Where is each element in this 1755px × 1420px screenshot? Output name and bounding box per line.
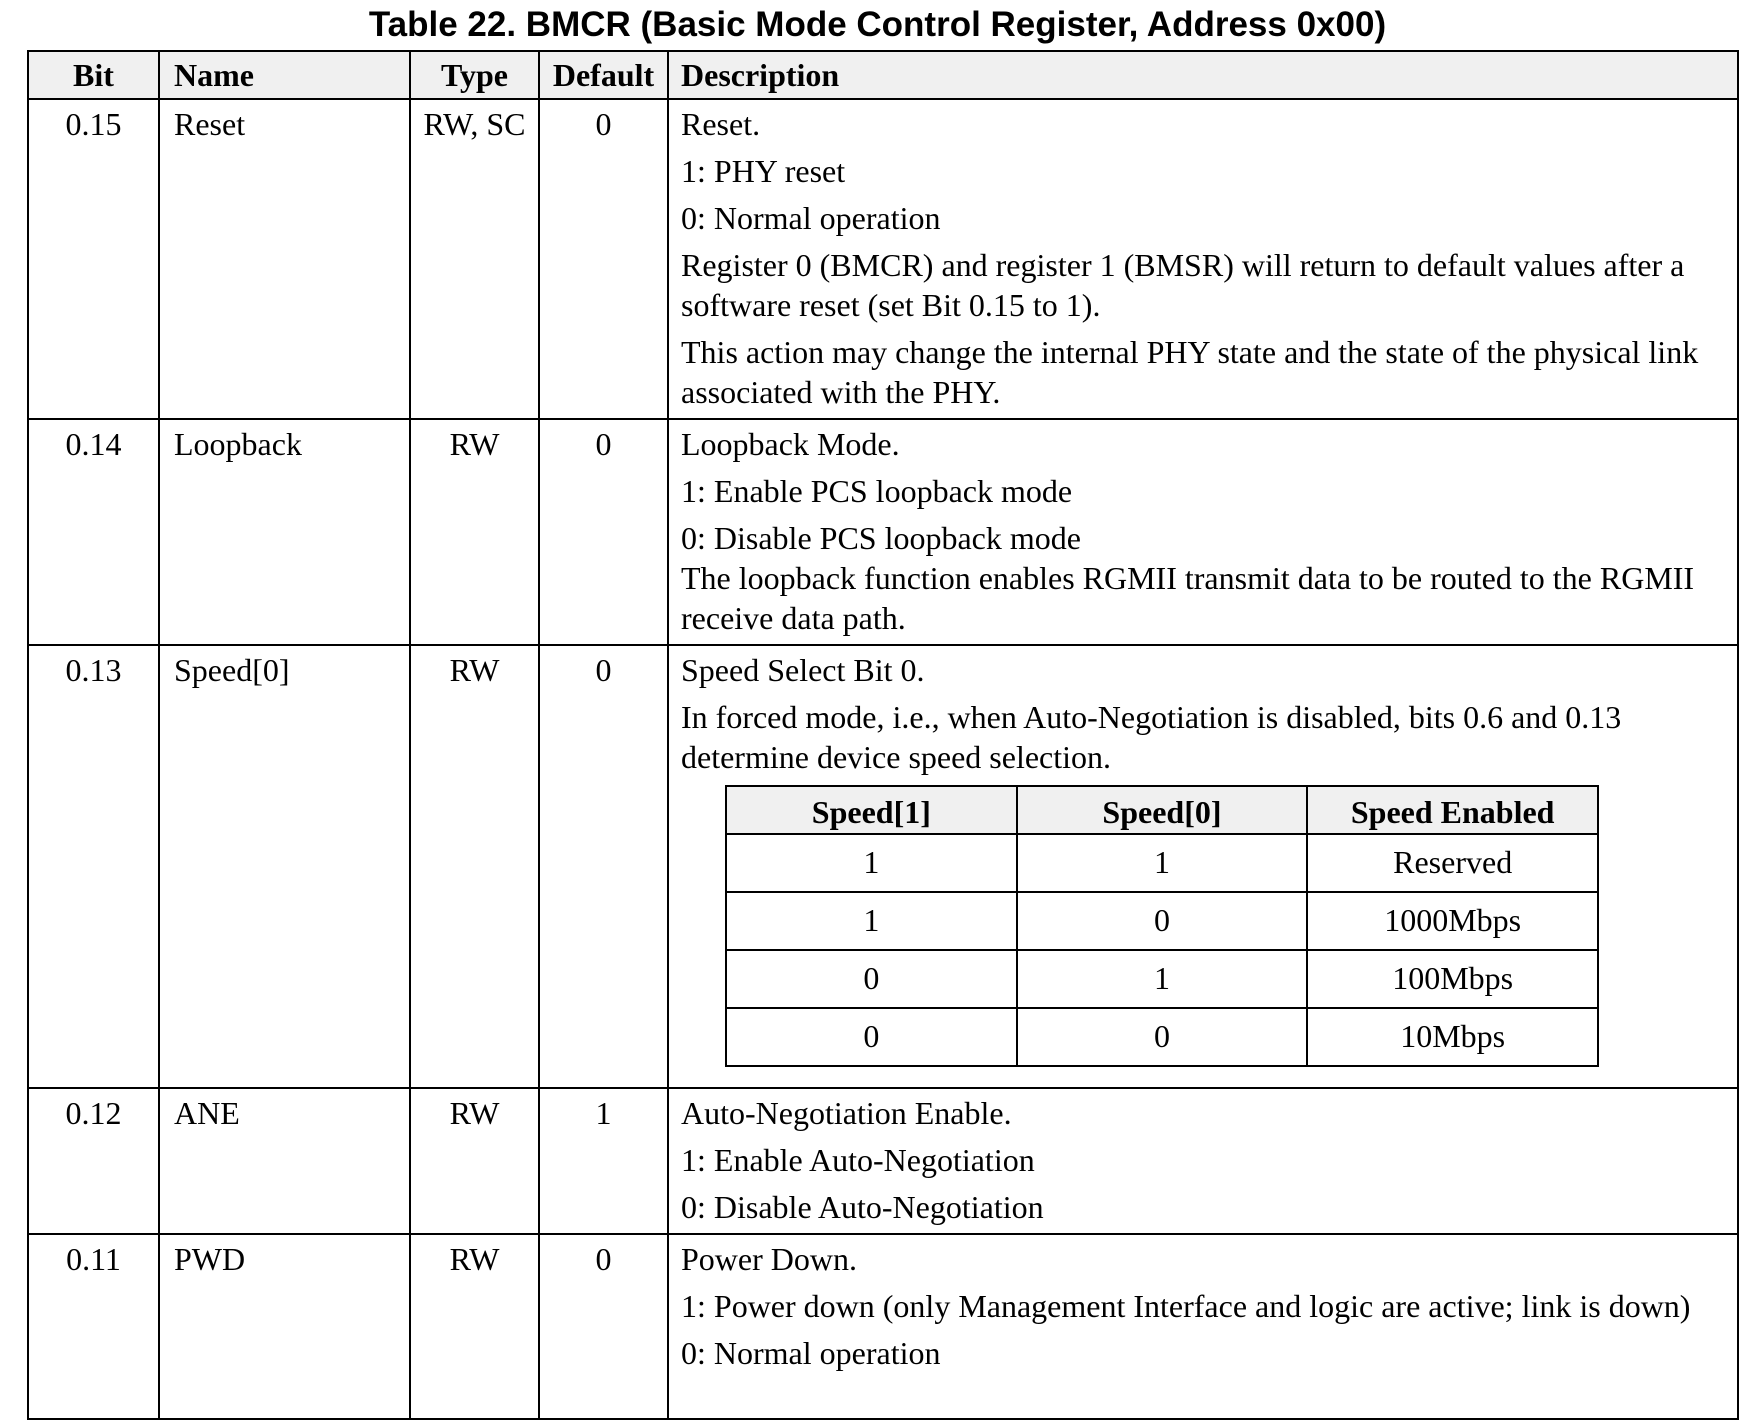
speed-cell: 0	[726, 950, 1017, 1008]
description-text: 0: Normal operation	[681, 200, 941, 236]
speed-cell: 0	[726, 1008, 1017, 1066]
cell-default: 0	[539, 419, 668, 645]
speed-selection-table	[725, 785, 1599, 1067]
speed-cell: 100Mbps	[1307, 950, 1598, 1008]
description-text: 0: Disable PCS loopback mode	[681, 520, 1081, 556]
speed-header-enabled: Speed Enabled	[1307, 786, 1598, 834]
speed-cell: 1	[1017, 834, 1308, 892]
cell-name: Speed[0]	[159, 645, 410, 1088]
description-text: Loopback Mode.	[681, 426, 900, 462]
speed-cell: 0	[1017, 892, 1308, 950]
cell-description	[668, 99, 1738, 419]
description-text: In forced mode, i.e., when Auto-Negotiation is disabled, bits 0.6 and 0.13 determine device speed selection.	[681, 699, 1622, 775]
description-text: 1: Enable PCS loopback mode	[681, 473, 1073, 509]
cell-description	[668, 645, 1738, 1088]
cell-default: 0	[539, 645, 668, 1088]
speed-cell: Reserved	[1307, 834, 1598, 892]
speed-header-speed1: Speed[1]	[726, 786, 1017, 834]
speed-cell: 1	[726, 834, 1017, 892]
table-row	[28, 1088, 1738, 1234]
column-header-name: Name	[159, 51, 410, 99]
description-text: 1: PHY reset	[681, 153, 846, 189]
speed-row	[726, 950, 1598, 1008]
speed-cell: 1	[726, 892, 1017, 950]
speed-cell: 1000Mbps	[1307, 892, 1598, 950]
speed-cell: 10Mbps	[1307, 1008, 1598, 1066]
description-text: 0: Normal operation	[681, 1335, 941, 1371]
table-row	[28, 419, 1738, 645]
cell-type: RW	[410, 419, 539, 645]
cell-description	[668, 1234, 1738, 1419]
cell-type: RW	[410, 1088, 539, 1234]
speed-header-speed0: Speed[0]	[1017, 786, 1308, 834]
cell-default: 0	[539, 99, 668, 419]
description-text: Auto-Negotiation Enable.	[681, 1095, 1012, 1131]
speed-row	[726, 892, 1598, 950]
cell-description	[668, 1088, 1738, 1234]
cell-name: Reset	[159, 99, 410, 419]
table-row	[28, 99, 1738, 419]
description-text: 1: Enable Auto-Negotiation	[681, 1142, 1035, 1178]
speed-row	[726, 834, 1598, 892]
description-text: This action may change the internal PHY state and the state of the physical link associated with the PHY.	[681, 334, 1699, 410]
cell-type: RW, SC	[410, 99, 539, 419]
speed-header-row	[726, 786, 1598, 834]
description-text: The loopback function enables RGMII transmit data to be routed to the RGMII receive data path.	[681, 560, 1695, 636]
cell-type: RW	[410, 645, 539, 1088]
cell-name: PWD	[159, 1234, 410, 1419]
cell-bit: 0.14	[28, 419, 159, 645]
description-text: 1: Power down (only Management Interface and logic are active; link is down)	[681, 1288, 1691, 1324]
column-header-description: Description	[668, 51, 1738, 99]
speed-cell: 0	[1017, 1008, 1308, 1066]
cell-bit: 0.13	[28, 645, 159, 1088]
header-row	[28, 51, 1738, 99]
cell-name: Loopback	[159, 419, 410, 645]
description-text: Reset.	[681, 106, 761, 142]
column-header-bit: Bit	[28, 51, 159, 99]
cell-bit: 0.15	[28, 99, 159, 419]
cell-description	[668, 419, 1738, 645]
cell-bit: 0.11	[28, 1234, 159, 1419]
description-text: Register 0 (BMCR) and register 1 (BMSR) will return to default values after a software reset (set Bit 0.15 to 1).	[681, 247, 1685, 323]
bmcr-register-table	[27, 50, 1739, 1420]
column-header-type: Type	[410, 51, 539, 99]
description-text: Power Down.	[681, 1241, 857, 1277]
speed-row	[726, 1008, 1598, 1066]
cell-default: 1	[539, 1088, 668, 1234]
cell-default: 0	[539, 1234, 668, 1419]
table-row	[28, 1234, 1738, 1419]
cell-type: RW	[410, 1234, 539, 1419]
table-row	[28, 645, 1738, 1088]
table-title: Table 22. BMCR (Basic Mode Control Register, Address 0x00)	[368, 5, 1387, 44]
column-header-default: Default	[539, 51, 668, 99]
description-text: 0: Disable Auto-Negotiation	[681, 1189, 1044, 1225]
speed-cell: 1	[1017, 950, 1308, 1008]
description-text: Speed Select Bit 0.	[681, 652, 925, 688]
cell-bit: 0.12	[28, 1088, 159, 1234]
cell-name: ANE	[159, 1088, 410, 1234]
